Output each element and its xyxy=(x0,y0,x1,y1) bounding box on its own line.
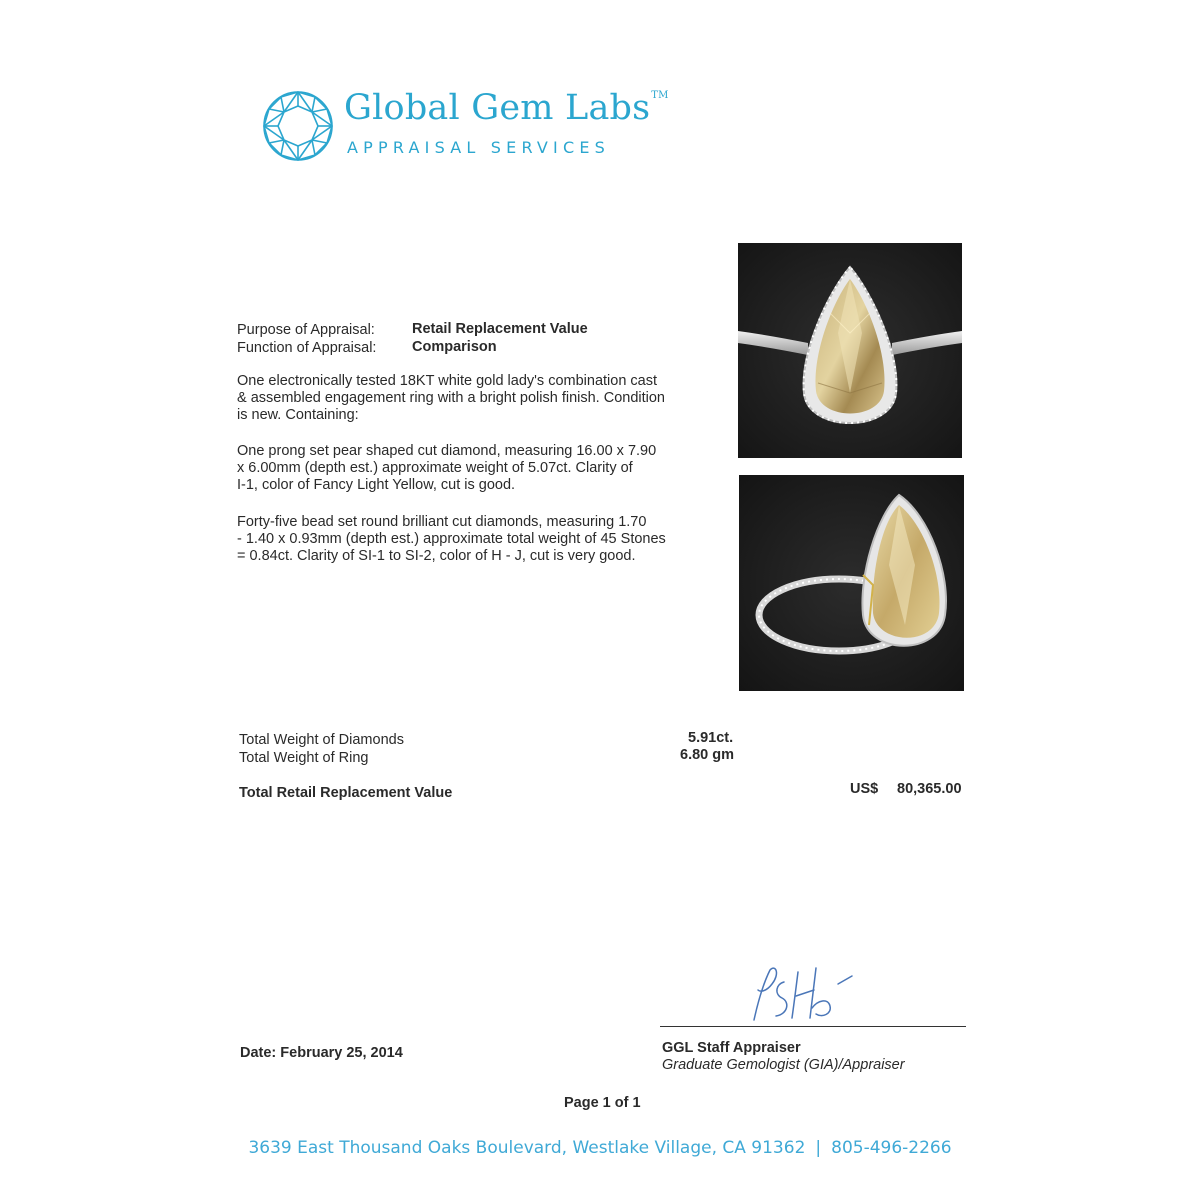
footer-separator: | xyxy=(815,1138,822,1158)
function-value: Comparison xyxy=(412,339,497,355)
center-stone-description: One prong set pear shaped cut diamond, measuring 16.00 x 7.90 x 6.00mm (depth est.) approximate weight of 5.07ct. Clarity of I-1, color of Fancy Light Yellow, cut is good. xyxy=(237,443,657,493)
trademark-mark: TM xyxy=(651,90,669,101)
appraiser-title: Graduate Gemologist (GIA)/Appraiser xyxy=(662,1057,905,1073)
appraiser-name: GGL Staff Appraiser xyxy=(662,1040,801,1056)
handwritten-signature xyxy=(736,962,866,1026)
total-replacement-value-label: Total Retail Replacement Value xyxy=(239,785,453,801)
total-diamond-weight-value: 5.91ct. xyxy=(688,730,734,746)
total-ring-weight-value: 6.80 gm xyxy=(680,747,734,763)
currency-label: US$ xyxy=(850,781,879,797)
ring-photo-top-view xyxy=(738,243,962,458)
total-ring-weight-label: Total Weight of Ring xyxy=(239,750,369,766)
total-replacement-value: 80,365.00 xyxy=(897,781,962,797)
footer-contact xyxy=(0,1138,1200,1158)
signature-line xyxy=(660,1026,966,1027)
footer-address: 3639 East Thousand Oaks Boulevard, Westlake Village, CA 91362 xyxy=(248,1138,806,1158)
total-diamond-weight-label: Total Weight of Diamonds xyxy=(239,732,404,748)
brand-name: Global Gem Labs™ xyxy=(344,88,669,128)
side-stones-description: Forty-five bead set round brilliant cut diamonds, measuring 1.70 - 1.40 x 0.93mm (depth est.) approximate total weight of 45 Stones = 0.84ct. Clarity of SI-1 to SI-2, color of H - J, cut is very good. xyxy=(237,514,666,564)
purpose-value: Retail Replacement Value xyxy=(412,321,588,337)
footer-phone: 805-496-2266 xyxy=(831,1138,952,1158)
appraisal-date: Date: February 25, 2014 xyxy=(240,1045,403,1061)
purpose-label: Purpose of Appraisal: xyxy=(237,322,375,338)
brand-subtitle: APPRAISAL SERVICES xyxy=(347,138,610,157)
ring-description: One electronically tested 18KT white gold lady's combination cast & assembled engagement ring with a bright polish finish. Condition is new. Containing: xyxy=(237,373,665,423)
ring-photo-side-view xyxy=(739,475,964,691)
diamond-outline-icon xyxy=(262,90,334,162)
function-label: Function of Appraisal: xyxy=(237,340,377,356)
page-number: Page 1 of 1 xyxy=(564,1095,641,1111)
